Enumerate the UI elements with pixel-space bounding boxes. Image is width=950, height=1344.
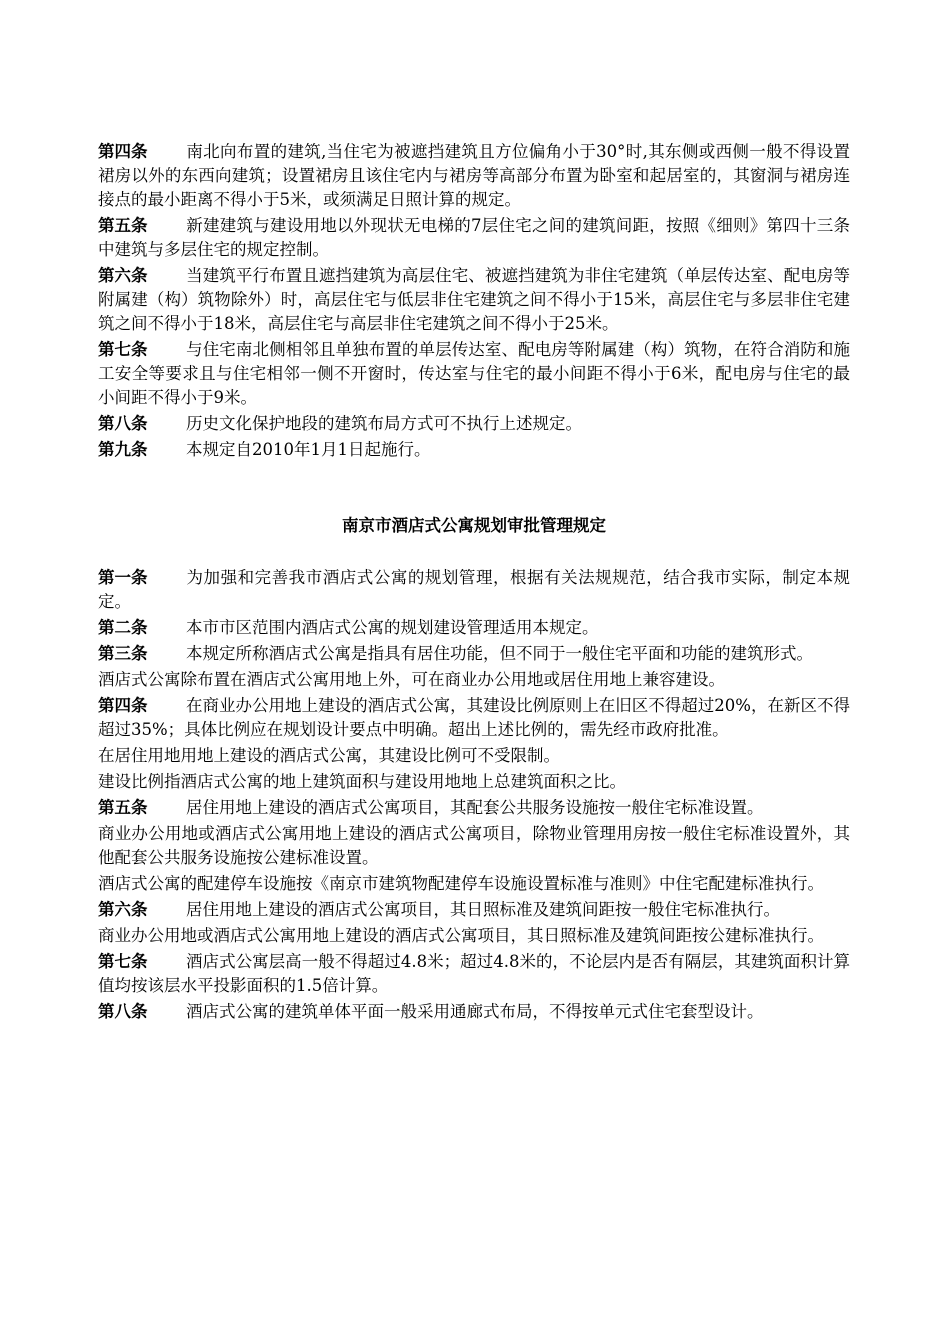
- body-paragraph: [98, 872, 850, 896]
- article-text: 本规定自2010年1月1日起施行。: [186, 440, 431, 459]
- section-1: [98, 140, 850, 462]
- paragraph-text: 商业办公用地或酒店式公寓用地上建设的酒店式公寓项目，其日照标准及建筑间距按公建标准执行。: [98, 926, 824, 945]
- article-number: 第五条: [98, 216, 148, 235]
- article-paragraph: [98, 140, 850, 212]
- article-number: 第七条: [98, 952, 148, 971]
- article-paragraph: [98, 642, 850, 666]
- article-text: 居住用地上建设的酒店式公寓项目，其配套公共服务设施按一般住宅标准设置。: [186, 798, 764, 817]
- article-paragraph: [98, 412, 850, 436]
- article-paragraph: [98, 338, 850, 410]
- body-paragraph: [98, 744, 850, 768]
- article-number: 第六条: [98, 900, 148, 919]
- article-paragraph: [98, 694, 850, 742]
- article-number: 第二条: [98, 618, 148, 637]
- body-paragraph: [98, 924, 850, 948]
- article-paragraph: [98, 214, 850, 262]
- article-number: 第五条: [98, 798, 148, 817]
- article-paragraph: [98, 616, 850, 640]
- article-text: 南北向布置的建筑,当住宅为被遮挡建筑且方位偏角小于30°时,其东侧或西侧一般不得设置裙房以外的东西向建筑；设置裙房且该住宅内与裙房等高部分布置为卧室和起居室的，其窗洞与裙房连接点的最小距离不得小于5米，或须满足日照计算的规定。: [98, 142, 850, 209]
- article-text: 居住用地上建设的酒店式公寓项目，其日照标准及建筑间距按一般住宅标准执行。: [186, 900, 780, 919]
- article-text: 新建建筑与建设用地以外现状无电梯的7层住宅之间的建筑间距，按照《细则》第四十三条中建筑与多层住宅的规定控制。: [98, 216, 850, 259]
- article-paragraph: [98, 1000, 850, 1024]
- paragraph-text: 商业办公用地或酒店式公寓用地上建设的酒店式公寓项目，除物业管理用房按一般住宅标准设置外，其他配套公共服务设施按公建标准设置。: [98, 824, 850, 867]
- article-text: 为加强和完善我市酒店式公寓的规划管理，根据有关法规规范，结合我市实际，制定本规定。: [98, 568, 850, 611]
- article-paragraph: [98, 796, 850, 820]
- article-text: 本规定所称酒店式公寓是指具有居住功能，但不同于一般住宅平面和功能的建筑形式。: [186, 644, 813, 663]
- article-text: 历史文化保护地段的建筑布局方式可不执行上述规定。: [186, 414, 582, 433]
- paragraph-text: 在居住用地用地上建设的酒店式公寓，其建设比例可不受限制。: [98, 746, 560, 765]
- paragraph-text: 建设比例指酒店式公寓的地上建筑面积与建设用地地上总建筑面积之比。: [98, 772, 626, 791]
- body-paragraph: [98, 668, 850, 692]
- article-paragraph: [98, 950, 850, 998]
- article-text: 酒店式公寓层高一般不得超过4.8米；超过4.8米的，不论层内是否有隔层，其建筑面积计算值均按该层水平投影面积的1.5倍计算。: [98, 952, 850, 995]
- article-number: 第七条: [98, 340, 148, 359]
- article-number: 第八条: [98, 1002, 148, 1021]
- article-number: 第一条: [98, 568, 148, 587]
- article-text: 当建筑平行布置且遮挡建筑为高层住宅、被遮挡建筑为非住宅建筑（单层传达室、配电房等附属建（构）筑物除外）时，高层住宅与低层非住宅建筑之间不得小于15米，高层住宅与多层非住宅建筑之间不得小于18米，高层住宅与高层非住宅建筑之间不得小于25米。: [98, 266, 850, 333]
- section-2-title: 南京市酒店式公寓规划审批管理规定: [342, 516, 606, 535]
- article-number: 第九条: [98, 440, 148, 459]
- paragraph-text: 酒店式公寓的配建停车设施按《南京市建筑物配建停车设施设置标准与准则》中住宅配建标准执行。: [98, 874, 824, 893]
- article-text: 酒店式公寓的建筑单体平面一般采用通廊式布局，不得按单元式住宅套型设计。: [186, 1002, 764, 1021]
- body-paragraph: [98, 770, 850, 794]
- article-number: 第八条: [98, 414, 148, 433]
- article-number: 第六条: [98, 266, 148, 285]
- article-number: 第四条: [98, 696, 148, 715]
- article-text: 在商业办公用地上建设的酒店式公寓，其建设比例原则上在旧区不得超过20%，在新区不得超过35%；具体比例应在规划设计要点中明确。超出上述比例的，需先经市政府批准。: [98, 696, 850, 739]
- document-page: [98, 140, 850, 1026]
- article-paragraph: [98, 438, 850, 462]
- article-number: 第四条: [98, 142, 148, 161]
- article-paragraph: [98, 566, 850, 614]
- body-paragraph: [98, 822, 850, 870]
- section-2: [98, 566, 850, 1024]
- paragraph-text: 酒店式公寓除布置在酒店式公寓用地上外，可在商业办公用地或居住用地上兼容建设。: [98, 670, 725, 689]
- article-text: 本市市区范围内酒店式公寓的规划建设管理适用本规定。: [186, 618, 599, 637]
- article-paragraph: [98, 264, 850, 336]
- article-number: 第三条: [98, 644, 148, 663]
- article-paragraph: [98, 898, 850, 922]
- article-text: 与住宅南北侧相邻且单独布置的单层传达室、配电房等附属建（构）筑物，在符合消防和施工安全等要求且与住宅相邻一侧不开窗时，传达室与住宅的最小间距不得小于6米，配电房与住宅的最小间距不得小于9米。: [98, 340, 850, 407]
